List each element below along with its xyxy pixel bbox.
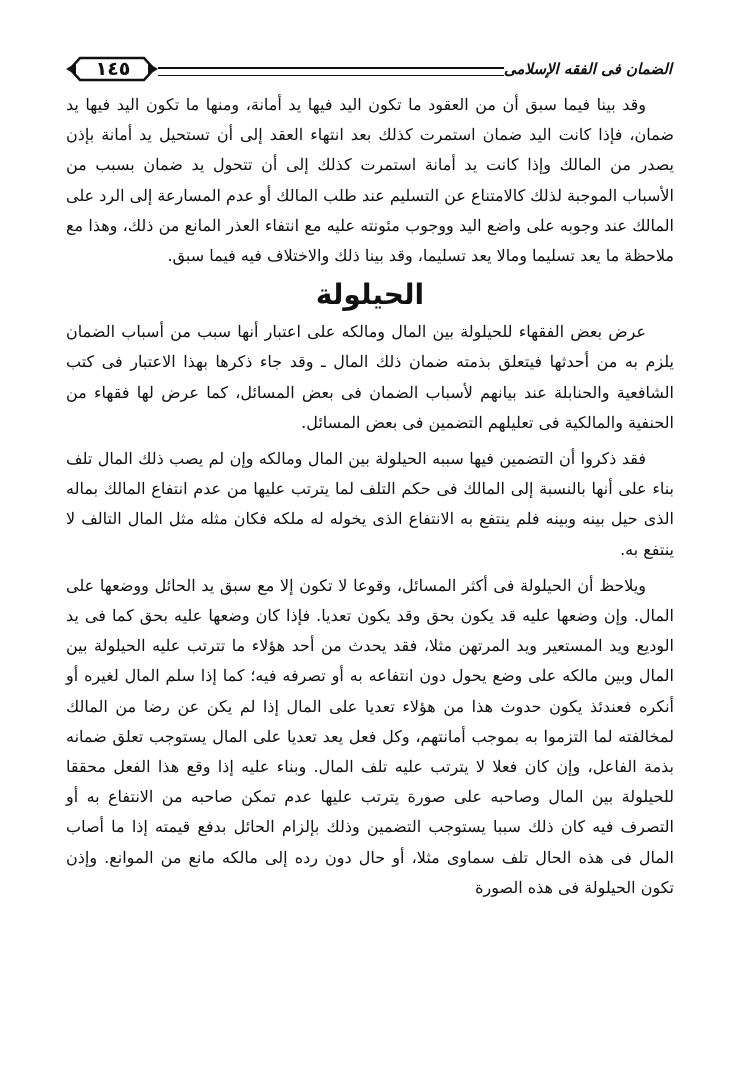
paragraph: وقد بينا فيما سبق أن من العقود ما تكون اليد فيها يد أمانة، ومنها ما تكون اليد فيها يد ضمان، فإذا كانت اليد ضمان استمرت كذلك بعد انتهاء العقد إلى أن تستحيل يد أمانة بإذن يصدر من المالك وإذا كانت يد أمانة استمرت كذلك إلى أن تتحول يد ضمان بسبب من الأسباب الموجبة لذلك كالامتناع عن التسليم عند طلب المالك أو عدم المسارعة إلى الرد على المالك عند وجوبه على واضع اليد ووجوب مئونته عليه مع انتفاء العذر المانع من ذلك، وهذا مع ملاحظة ما يعد تسليما ومالا يعد تسليما، وقد بينا ذلك والاختلاف فيه فيما سبق. [66,95,675,266]
header-rule [158,67,504,76]
paragraph: ويلاحظ أن الحيلولة فى أكثر المسائل، وقوعا لا تكون إلا مع سبق يد الحائل ووضعها على المال. وإن وضعها عليه قد يكون بحق وقد يكون تعديا. فإذا كان وضعها عليه بحق كما فى يد الوديع ويد المستعير ويد المرتهن مثلا، فقد يحدث من أحد هؤلاء ما تترتب عليه الحيلولة بين المال وبين مالكه على وضع يحول دون انتفاعه به أو تصرفه فيه؛ كما إذا سلم المال لغيره أو أنكره فعندئذ يكون حدوث هذا من هؤلاء تعديا على المال إذا لم يكن عن رضا من المالك لمخالفته لما التزموا به بموجب أمانتهم، وكل فعل يعد تعديا على المال يستوجب تعلق ضمانه بذمة الفاعل، وإن كان فعلا لا يترتب عليه تلف المال. وبناء عليه إذا وقع هذا الفعل محققا للحيلولة بين المال وصاحبه على صورة يترتب عليها عدم تمكن صاحبه من الانتفاع به أو التصرف فيه كان ذلك سببا يستوجب التضمين وذلك بإلزام الحائل بدفع قيمته إذا ما أصاب المال فى هذه الحال تلف سماوى مثلا، أو حال دون رده إلى مالكه مانع من الموانع. وإذن تكون الحيلولة فى هذه الصورة [66,575,675,897]
paragraph: عرض بعض الفقهاء للحيلولة بين المال ومالكه على اعتبار أنها سبب من أسباب الضمان يلزم به من أحدثها فيتعلق بذمته ضمان ذلك المال ـ وقد جاء ذكرها بهذا الاعتبار فى كتب الشافعية والحنابلة عند بيانهم لأسباب الضمان فى بعض المسائل، كما عرض لها فقهاء من الحنفية والمالكية فى تعليلهم التضمين فى بعض المسائل. [66,322,674,432]
running-title: الضمان فى الفقه الإسلامى [503,60,672,78]
page-body [66,90,674,903]
running-header [66,54,672,88]
page-number: ١٤٥ [95,58,131,80]
section-heading: الحيلولة [315,278,425,312]
page-number-badge [66,54,158,84]
paragraph: فقد ذكروا أن التضمين فيها سببه الحيلولة بين المال ومالكه وإن لم يصب ذلك المال تلف بناء على أنها بالنسبة إلى المالك فى حكم التلف لما يترتب عليها من عدم انتفاع المالك بماله الذى حيل بينه وبينه فلم ينتفع به الانتفاع الذى يخوله له ملكه فكان مثله مثل المال التالف لا ينتفع به. [66,449,674,559]
